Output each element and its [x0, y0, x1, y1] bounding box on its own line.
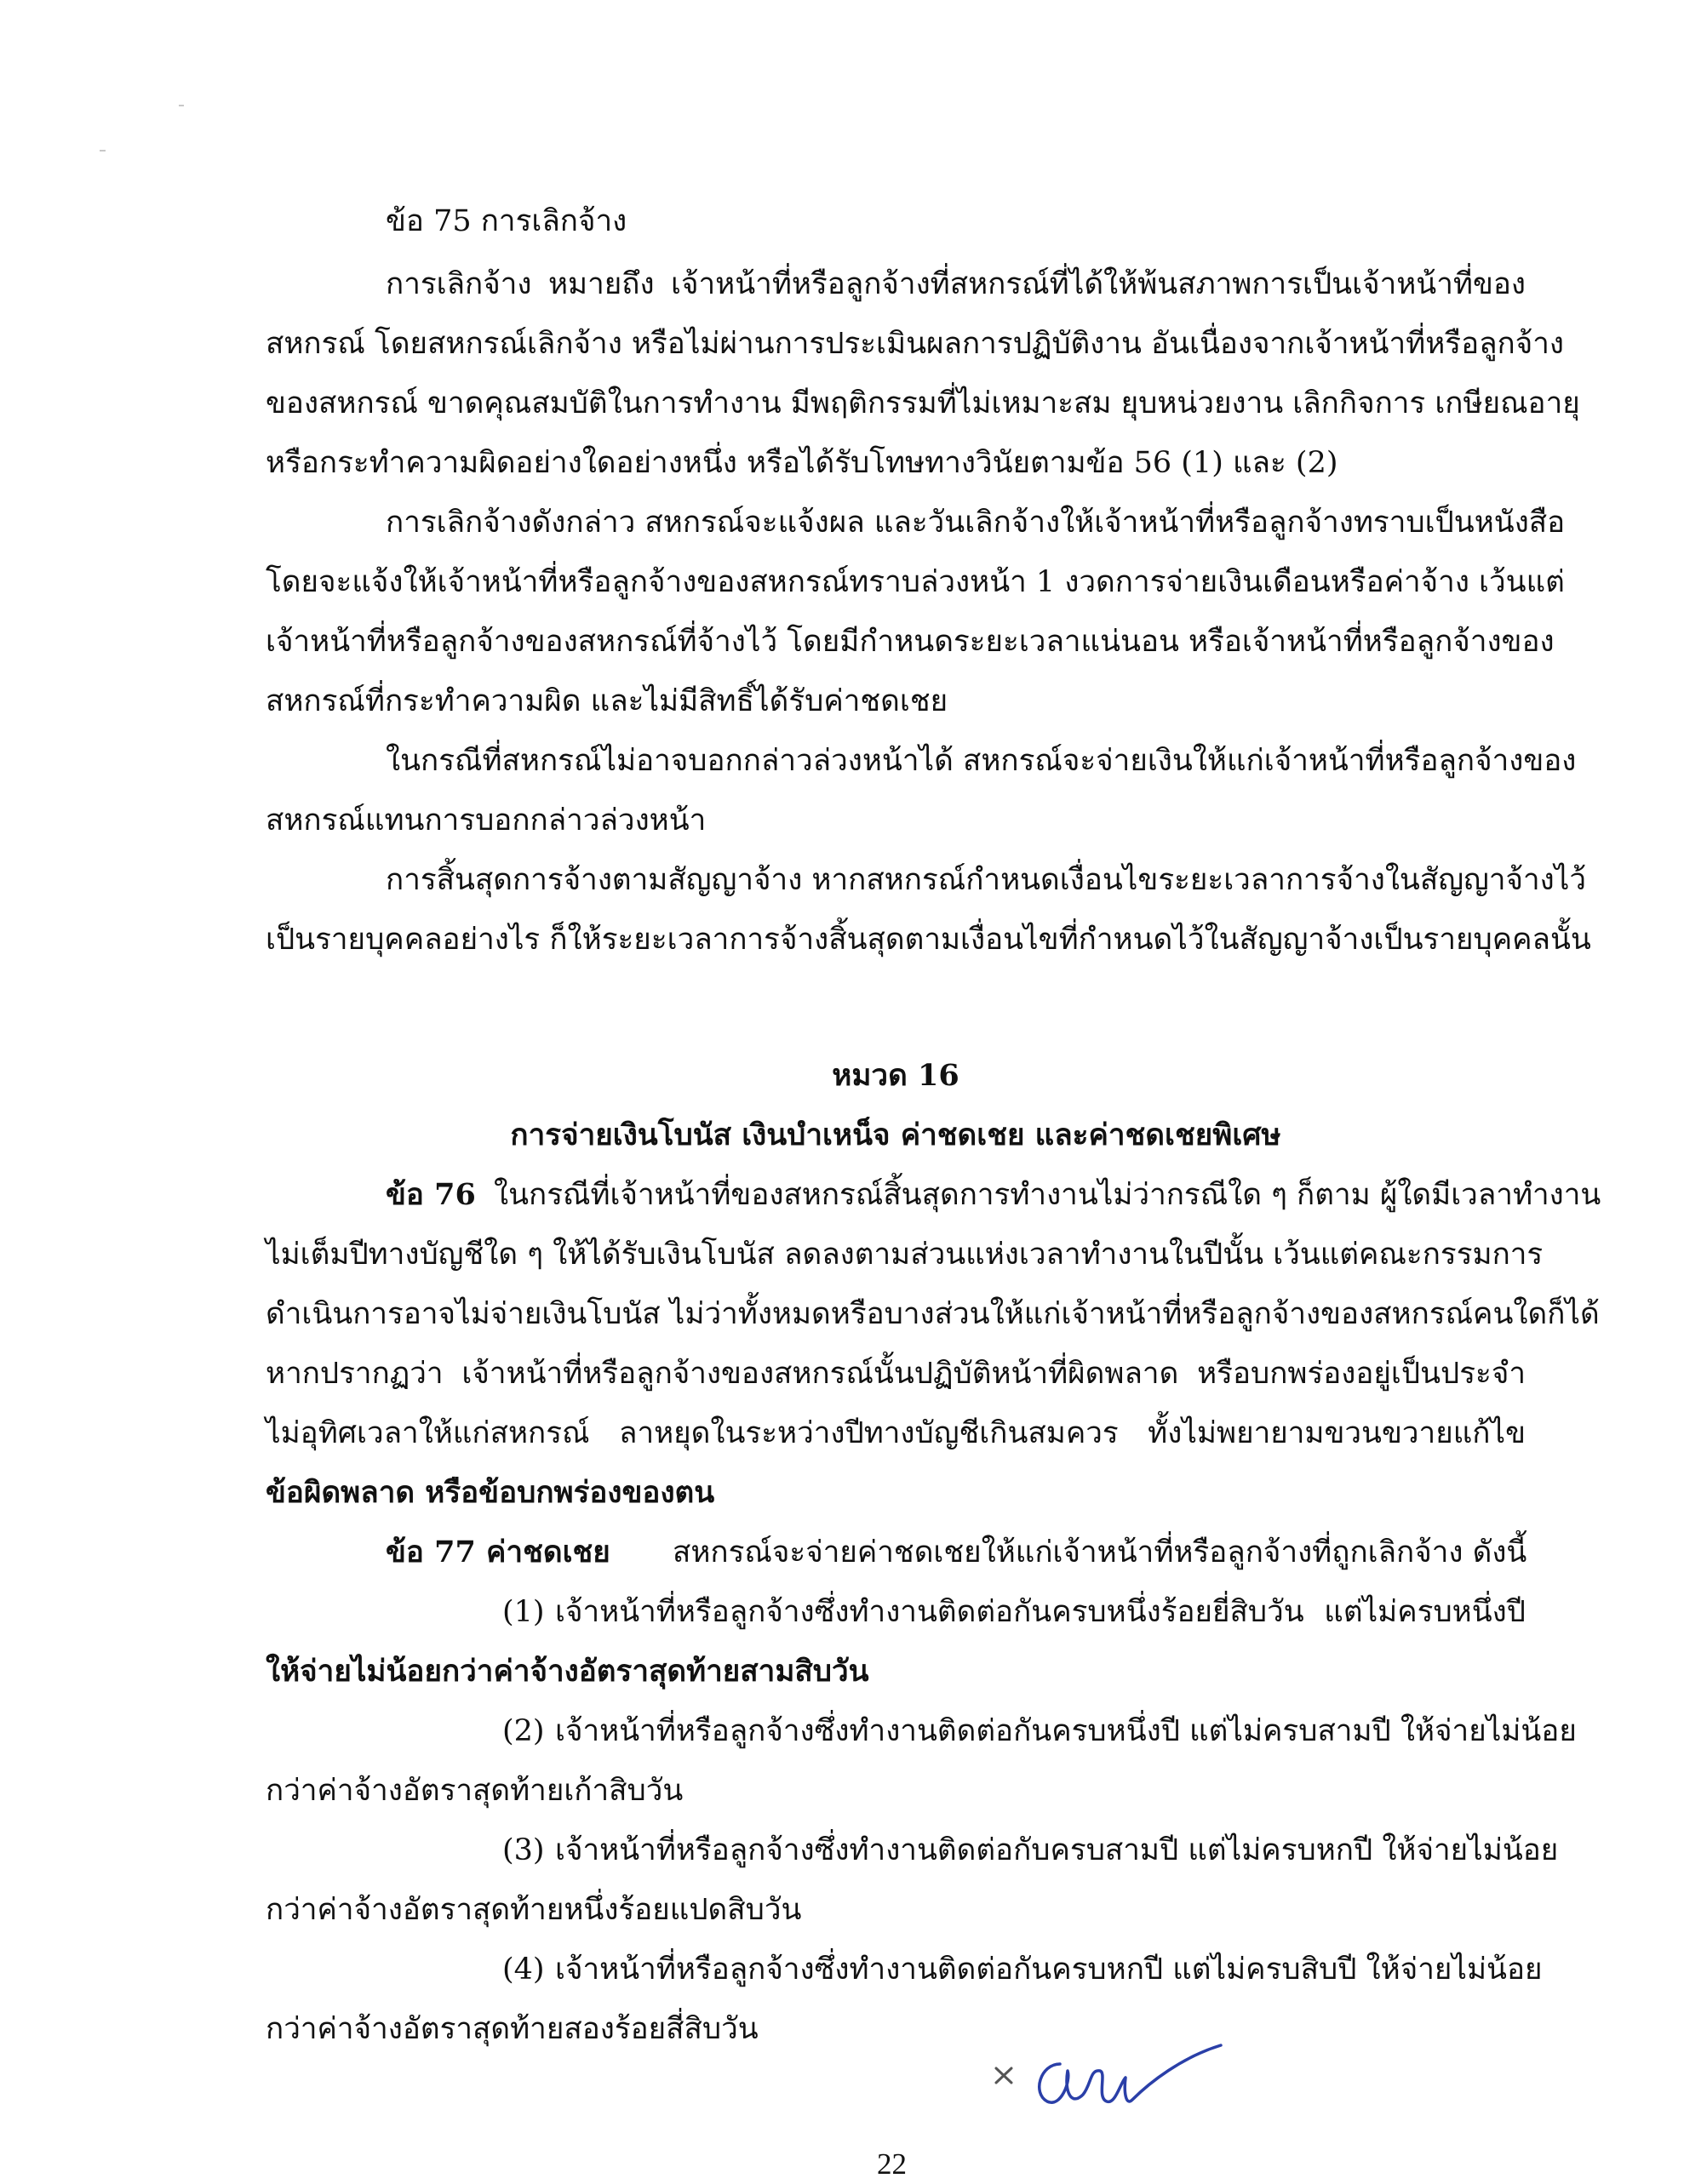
section-77-item-number: (2)	[502, 1714, 545, 1748]
section-75-paragraph-3-line: ในกรณีที่สหกรณ์ไม่อาจบอกกล่าวล่วงหน้าได้ สหกรณ์จะจ่ายเงินให้แก่เจ้าหน้าที่หรือลูกจ้างของ	[386, 744, 1577, 778]
section-76-line: ข้อผิดพลาด หรือข้อบกพร่องของตน	[266, 1475, 715, 1510]
section-77-label: ข้อ 77 ค่าชดเชย	[386, 1535, 610, 1569]
section-77-item-continuation: กว่าค่าจ้างอัตราสุดท้ายเก้าสิบวัน	[266, 1774, 684, 1808]
section-77-item-number: (3)	[502, 1833, 545, 1867]
section-75-paragraph-1-line: หรือกระทำความผิดอย่างใดอย่างหนึ่ง หรือได้รับโทษทางวินัยตามข้อ 56 (1) และ (2)	[266, 446, 1338, 480]
section-75-paragraph-4-line: การสิ้นสุดการจ้างตามสัญญาจ้าง หากสหกรณ์กำหนดเงื่อนไขระยะเวลาการจ้างในสัญญาจ้างไว้	[386, 863, 1587, 897]
scan-artifact	[100, 150, 106, 152]
section-76-label: ข้อ 76	[386, 1177, 476, 1212]
signature-ink-stroke	[1040, 2045, 1221, 2102]
section-76-line: หากปรากฏว่า เจ้าหน้าที่หรือลูกจ้างของสหกรณ์นั้นปฏิบัติหน้าที่ผิดพลาด หรือบกพร่องอยู่เป็นประจำ	[266, 1357, 1526, 1391]
section-75-paragraph-3-line: สหกรณ์แทนการบอกกล่าวล่วงหน้า	[266, 803, 707, 838]
signature-x-mark	[996, 2068, 1011, 2083]
signature-mark	[979, 2038, 1234, 2132]
section-75-paragraph-2-line: การเลิกจ้างดังกล่าว สหกรณ์จะแจ้งผล และวันเลิกจ้างให้เจ้าหน้าที่หรือลูกจ้างทราบเป็นหนังสือ	[386, 506, 1566, 540]
section-77-item-continuation: กว่าค่าจ้างอัตราสุดท้ายสองร้อยสี่สิบวัน	[266, 2012, 759, 2046]
section-75-paragraph-2-line: สหกรณ์ที่กระทำความผิด และไม่มีสิทธิ์ได้รับค่าชดเชย	[266, 684, 948, 718]
section-75-paragraph-2-line: เจ้าหน้าที่หรือลูกจ้างของสหกรณ์ที่จ้างไว้ โดยมีกำหนดระยะเวลาแน่นอน หรือเจ้าหน้าที่หรือลูกจ้างของ	[266, 625, 1555, 659]
section-75-paragraph-1-line: ของสหกรณ์ ขาดคุณสมบัติในการทำงาน มีพฤติกรรมที่ไม่เหมาะสม ยุบหน่วยงาน เลิกกิจการ เกษียณอายุ	[266, 386, 1580, 420]
section-77-item-line: เจ้าหน้าที่หรือลูกจ้างซึ่งทำงานติดต่อกับครบสามปี แต่ไม่ครบหกปี ให้จ่ายไม่น้อย	[555, 1833, 1559, 1867]
section-75-paragraph-1-line: สหกรณ์ โดยสหกรณ์เลิกจ้าง หรือไม่ผ่านการประเมินผลการปฏิบัติงาน อันเนื่องจากเจ้าหน้าที่หรือลูกจ้าง	[266, 327, 1564, 361]
section-77-item-line: เจ้าหน้าที่หรือลูกจ้างซึ่งทำงานติดต่อกันครบหนึ่งปี แต่ไม่ครบสามปี ให้จ่ายไม่น้อย	[555, 1714, 1577, 1748]
section-75-paragraph-2-line: โดยจะแจ้งให้เจ้าหน้าที่หรือลูกจ้างของสหกรณ์ทราบล่วงหน้า 1 งวดการจ่ายเงินเดือนหรือค่าจ้าง เว้นแต่	[266, 565, 1565, 599]
section-77-intro: สหกรณ์จะจ่ายค่าชดเชยให้แก่เจ้าหน้าที่หรือลูกจ้างที่ถูกเลิกจ้าง ดังนี้	[673, 1535, 1527, 1569]
page-number: 22	[877, 2147, 907, 2181]
section-77-item-number: (1)	[502, 1595, 545, 1629]
section-76-line: ในกรณีที่เจ้าหน้าที่ของสหกรณ์สิ้นสุดการทำงานไม่ว่ากรณีใด ๆ ก็ตาม ผู้ใดมีเวลาทำงาน	[494, 1178, 1601, 1212]
section-77-item-number: (4)	[502, 1952, 545, 1987]
section-77-item-continuation: กว่าค่าจ้างอัตราสุดท้ายหนึ่งร้อยแปดสิบวัน	[266, 1893, 802, 1927]
chapter-subtitle: การจ่ายเงินโบนัส เงินบำเหน็จ ค่าชดเชย และค่าชดเชยพิเศษ	[510, 1118, 1281, 1152]
section-77-item-continuation: ให้จ่ายไม่น้อยกว่าค่าจ้างอัตราสุดท้ายสามสิบวัน	[266, 1654, 869, 1689]
section-77-item-line: เจ้าหน้าที่หรือลูกจ้างซึ่งทำงานติดต่อกันครบหกปี แต่ไม่ครบสิบปี ให้จ่ายไม่น้อย	[555, 1952, 1543, 1987]
section-76-line: ดำเนินการอาจไม่จ่ายเงินโบนัส ไม่ว่าทั้งหมดหรือบางส่วนให้แก่เจ้าหน้าที่หรือลูกจ้างของสหกรณ์คนใดก็ได้	[266, 1297, 1600, 1331]
section-75-paragraph-1-line: การเลิกจ้าง หมายถึง เจ้าหน้าที่หรือลูกจ้างที่สหกรณ์ที่ได้ให้พ้นสภาพการเป็นเจ้าหน้าที่ของ	[386, 267, 1526, 301]
section-77-item-line: เจ้าหน้าที่หรือลูกจ้างซึ่งทำงานติดต่อกันครบหนึ่งร้อยยี่สิบวัน แต่ไม่ครบหนึ่งปี	[555, 1595, 1526, 1629]
scan-artifact	[179, 105, 184, 106]
section-75-heading: ข้อ 75 การเลิกจ้าง	[386, 204, 627, 238]
chapter-title: หมวด 16	[832, 1058, 959, 1093]
section-76-line: ไม่อุทิศเวลาให้แก่สหกรณ์ ลาหยุดในระหว่างปีทางบัญชีเกินสมควร ทั้งไม่พยายามขวนขวายแก้ไข	[266, 1416, 1526, 1450]
section-75-paragraph-4-line: เป็นรายบุคคลอย่างไร ก็ให้ระยะเวลาการจ้างสิ้นสุดตามเงื่อนไขที่กำหนดไว้ในสัญญาจ้างเป็นรายบุคคลนั้น	[266, 923, 1591, 957]
section-76-line: ไม่เต็มปีทางบัญชีใด ๆ ให้ได้รับเงินโบนัส ลดลงตามส่วนแห่งเวลาทำงานในปีนั้น เว้นแต่คณะกรรมการ	[266, 1238, 1544, 1272]
